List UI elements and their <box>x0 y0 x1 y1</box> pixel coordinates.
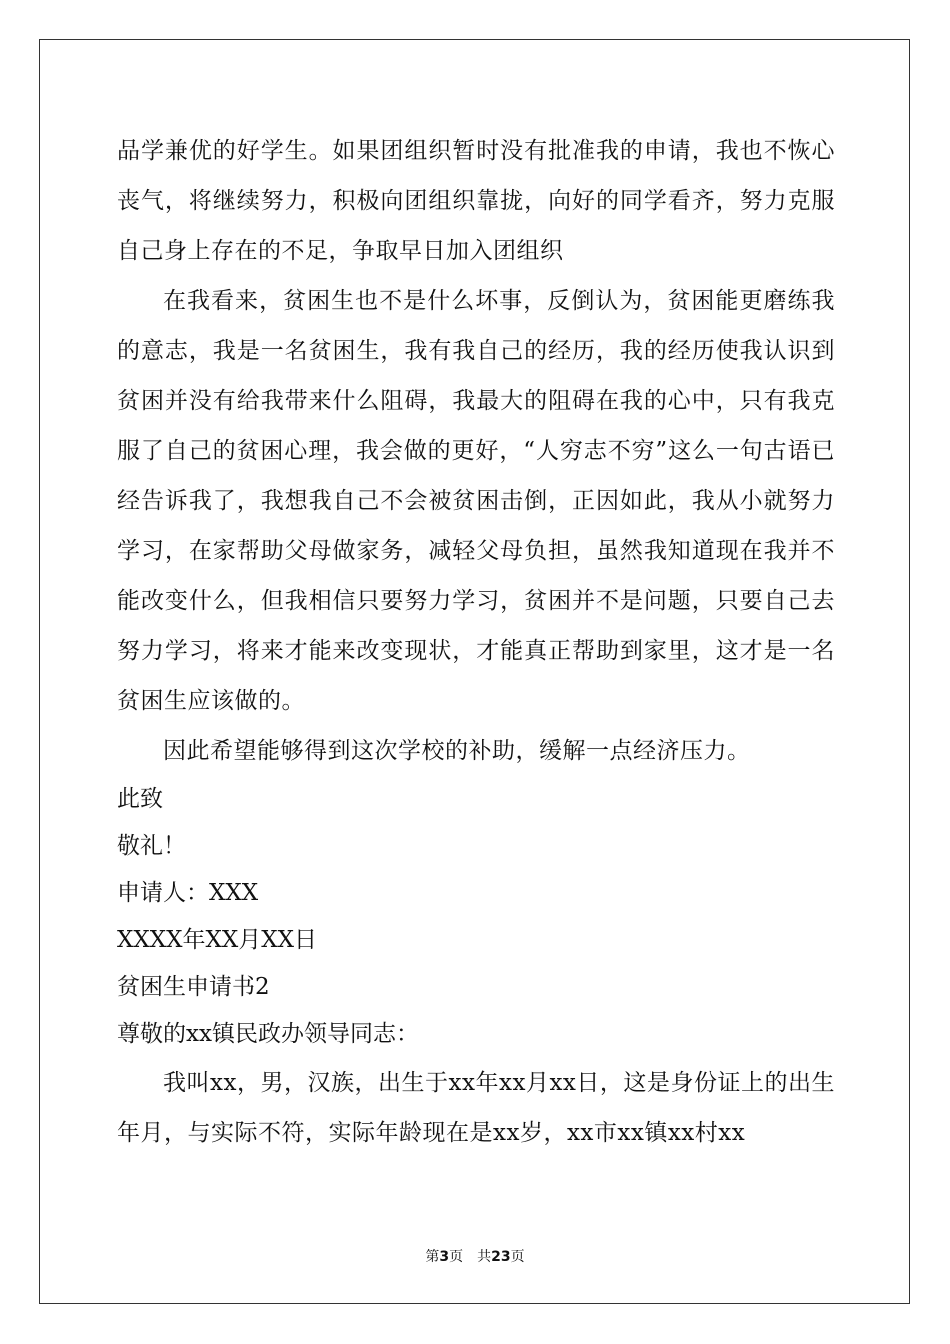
paragraph-introduction: 我叫xx，男，汉族，出生于xx年xx月xx日，这是身份证上的出生年月，与实际不符，实际年龄现在是xx岁，xx市xx镇xx村xx <box>117 1070 835 1146</box>
total-label-prefix: 共 <box>477 1249 492 1265</box>
salutation-line: 尊敬的xx镇民政办领导同志： <box>117 1021 419 1047</box>
document-body <box>117 126 835 1158</box>
closing-line-2: 敬礼！ <box>117 833 186 859</box>
page-label-suffix: 页 <box>449 1249 464 1265</box>
page-total-number: 23 <box>491 1249 511 1265</box>
section-title: 贫困生申请书2 <box>117 974 270 1000</box>
paragraph-continuation: 品学兼优的好学生。如果团组织暂时没有批准我的申请，我也不恢心丧气，将继续努力，积极向团组织靠拢，向好的同学看齐，努力克服自己身上存在的不足，争取早日加入团组织 <box>117 138 835 264</box>
total-label-suffix: 页 <box>510 1249 525 1265</box>
paragraph-hope: 因此希望能够得到这次学校的补助，缓解一点经济压力。 <box>163 738 751 764</box>
applicant-line: 申请人：XXX <box>117 880 259 906</box>
page-current-number: 3 <box>439 1249 450 1265</box>
page-label-prefix: 第 <box>425 1249 440 1265</box>
closing-line-1: 此致 <box>117 786 163 812</box>
page-footer <box>0 1246 950 1266</box>
date-line: XXXX年XX月XX日 <box>117 927 317 953</box>
paragraph-poverty: 在我看来，贫困生也不是什么坏事，反倒认为，贫困能更磨练我的意志，我是一名贫困生，我有我自己的经历，我的经历使我认识到贫困并没有给我带来什么阻碍，我最大的阻碍在我的心中，只有我克服了自己的贫困心理，我会做的更好，“人穷志不穷”这么一句古语已经告诉我了，我想我自己不会被贫困击倒，正因如此，我从小就努力学习，在家帮助父母做家务，减轻父母负担，虽然我知道现在我并不能改变什么，但我相信只要努力学习，贫困并不是问题，只要自己去努力学习，将来才能来改变现状，才能真正帮助到家里，这才是一名贫困生应该做的。 <box>117 288 835 714</box>
